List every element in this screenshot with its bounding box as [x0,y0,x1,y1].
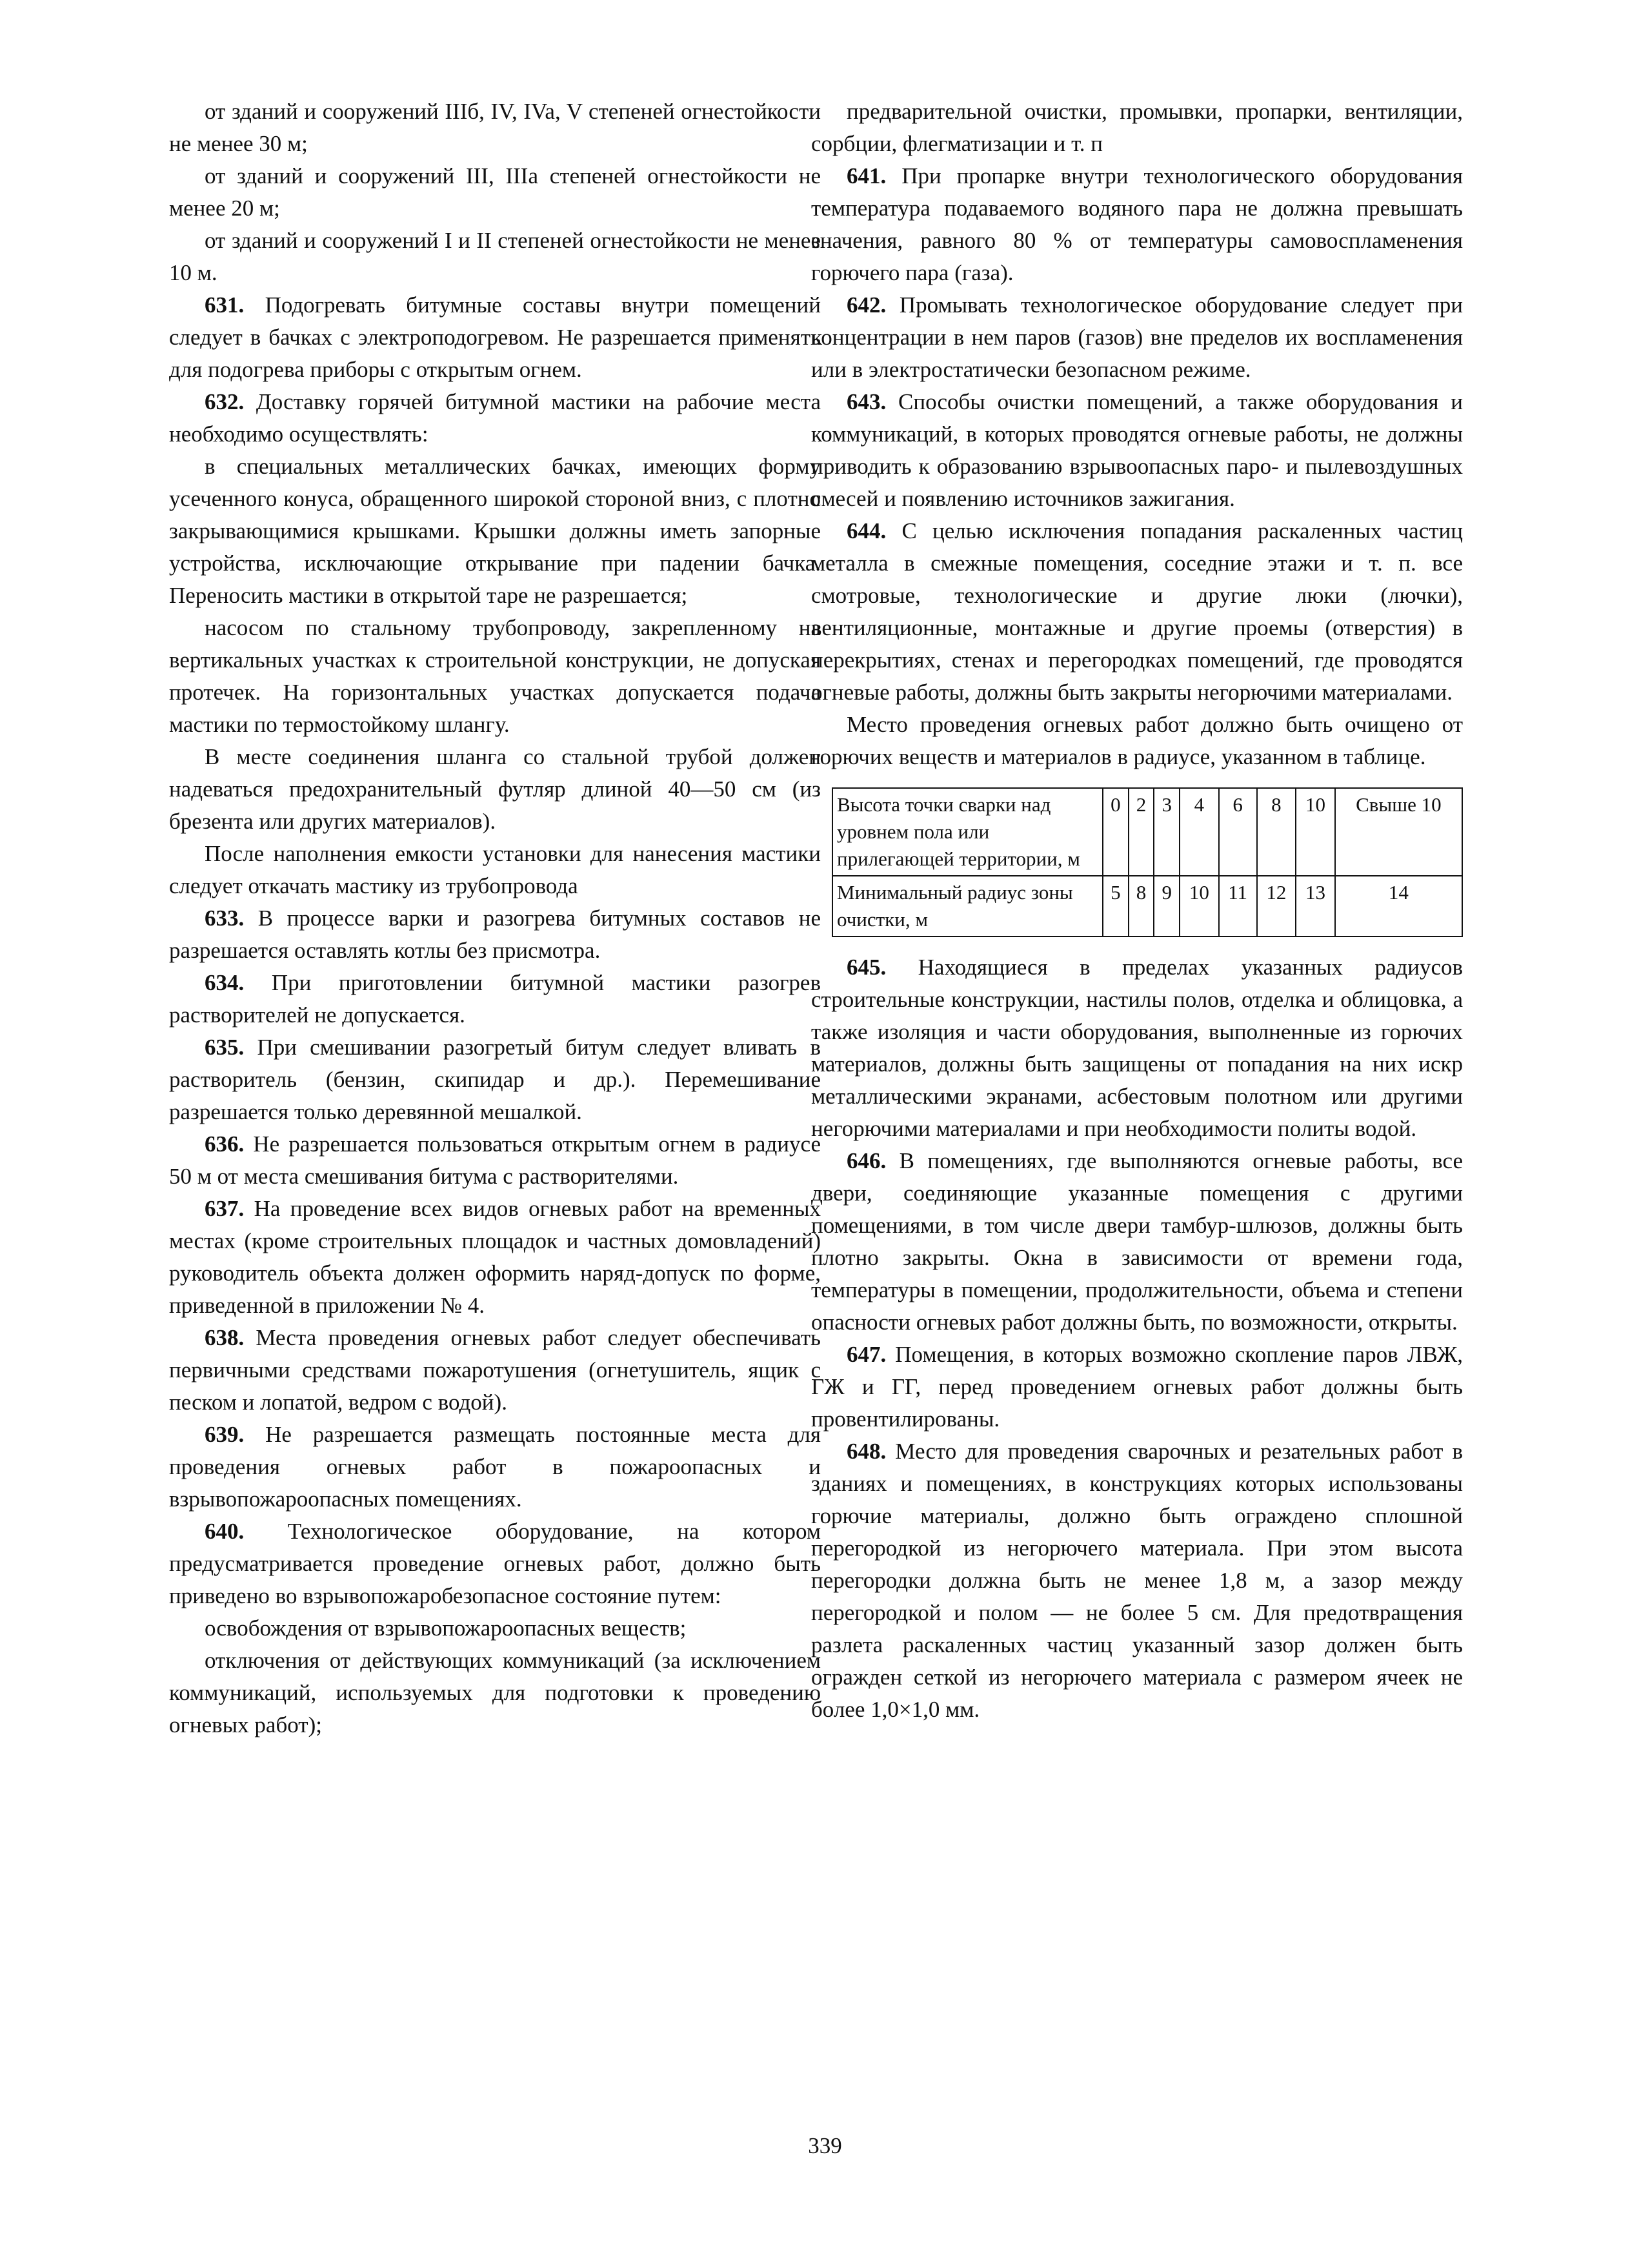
table-cell: 6 [1219,788,1257,876]
clause-number: 631. [205,292,245,318]
table-cell: 12 [1257,876,1296,937]
clause-number: 647. [847,1342,887,1367]
clause-635 [169,1031,821,1128]
table-cell: 13 [1296,876,1335,937]
right-column [811,96,1463,1726]
paragraph-text: Не разрешается пользоваться открытым огнем в радиусе 50 м от места смешивания битума с растворителями. [169,1131,821,1189]
clause-number: 643. [847,389,887,414]
table-cell: 2 [1129,788,1154,876]
table-cell: 10 [1180,876,1219,937]
clause-648 [811,1435,1463,1726]
clause-number: 641. [847,163,887,188]
paragraph-text: Место для проведения сварочных и резательных работ в зданиях и помещениях, в конструкциях которых использованы горючие материалы, должно быть ограждено сплошной перегородкой из негорючего материала. При этом высота перегородки должна быть не менее 1,8 м, а зазор между перегородкой и полом — не более 5 см. Для предотвращения разлета раскаленных частиц указанный зазор должен быть огражден сеткой из негорючего материала с размером ячеек не более 1,0×1,0 мм. [811,1439,1463,1722]
paragraph-text: предварительной очистки, промывки, пропарки, вентиляции, сорбции, флегматизации и т. п [811,99,1463,156]
paragraph-text: При пропарке внутри технологического оборудования температура подаваемого водяного пара не должна превышать значения, равного 80 % от температуры самовоспламенения горючего пара (газа). [811,163,1463,285]
clause-631 [169,289,821,386]
row-label: Высота точки сварки над уровнем пола или прилегающей территории, м [832,788,1103,876]
table-spacer [811,773,1463,787]
right-column-bottom [811,951,1463,1726]
paragraph-text: от зданий и сооружений I и II степеней огнестойкости не менее 10 м. [169,228,821,285]
clause-number: 642. [847,292,887,318]
paragraph-text: в специальных металлических бачках, имеющих форму усеченного конуса, обращенного широкой стороной вниз, с плотно закрывающимися крышками. Крышки должны иметь запорные устройства, исключающие открывание при падении бачка. Переносить мастики в открытой таре не разрешается; [169,454,821,608]
clause-number: 648. [847,1439,887,1464]
clause-640 [169,1515,821,1612]
table-cell: Свыше 10 [1335,788,1462,876]
paragraph-text: После наполнения емкости установки для нанесения мастики следует откачать мастику из трубопровода [169,841,821,898]
paragraph-text: При смешивании разогретый битум следует вливать в растворитель (бензин, скипидар и др.). Перемешивание разрешается только деревянной мешалкой. [169,1035,821,1124]
paragraph [169,451,821,612]
right-column-top [811,96,1463,773]
clause-647 [811,1339,1463,1435]
paragraph [169,612,821,741]
clause-646 [811,1145,1463,1339]
clause-number: 634. [205,970,245,995]
paragraph-text: В процессе варки и разогрева битумных составов не разрешается оставлять котлы без присмотра. [169,906,821,963]
paragraph-text: Места проведения огневых работ следует обеспечивать первичными средствами пожаротушения (огнетушитель, ящик с песком и лопатой, ведром с водой). [169,1325,821,1415]
paragraph-text: С целью исключения попадания раскаленных частиц металла в смежные помещения, соседние этажи и т. п. все смотровые, технологические и другие люки (лючки), вентиляционные, монтажные и другие проемы (отверстия) в перекрытиях, стенах и перегородках помещений, где проводятся огневые работы, должны быть закрыты негорючими материалами. [811,518,1463,705]
paragraph [169,1645,821,1741]
clause-634 [169,967,821,1031]
table-cell: 8 [1129,876,1154,937]
clause-642 [811,289,1463,386]
table-cell: 8 [1257,788,1296,876]
page-number: 339 [808,2133,842,2158]
paragraph-text: Помещения, в которых возможно скопление паров ЛВЖ, ГЖ и ГГ, перед проведением огневых работ должны быть провентилированы. [811,1342,1463,1432]
paragraph-text: Место проведения огневых работ должно быть очищено от горючих веществ и материалов в радиусе, указанном в таблице. [811,712,1463,769]
paragraph [169,741,821,838]
clause-632 [169,386,821,451]
clause-number: 638. [205,1325,245,1350]
clause-639 [169,1419,821,1515]
table-cell: 4 [1180,788,1219,876]
paragraph-text: В месте соединения шланга со стальной трубой должен надеваться предохранительный футляр длиной 40—50 см (из брезента или других материалов). [169,744,821,834]
paragraph-text: Не разрешается размещать постоянные места для проведения огневых работ в пожароопасных и взрывопожароопасных помещениях. [169,1422,821,1512]
paragraph-text: Промывать технологическое оборудование следует при концентрации в нем паров (газов) вне пределов их воспламенения или в электростатически безопасном режиме. [811,292,1463,382]
clause-number: 645. [847,955,887,980]
clause-633 [169,902,821,967]
table-cell: 11 [1219,876,1257,937]
paragraph [169,225,821,289]
cleaning-radius-table [832,787,1463,937]
table-cell: 3 [1154,788,1180,876]
clause-number: 632. [205,389,245,414]
clause-637 [169,1193,821,1322]
paragraph-text: При приготовлении битумной мастики разогрев растворителей не допускается. [169,970,821,1028]
paragraph [169,96,821,160]
paragraph-text: Способы очистки помещений, а также оборудования и коммуникаций, в которых проводятся огневые работы, не должны приводить к образованию взрывоопасных паро- и пылевоздушных смесей и появлению источников зажигания. [811,389,1463,511]
paragraph-text: Подогревать битумные составы внутри помещений следует в бачках с электроподогревом. Не разрешается применять для подогрева приборы с открытым огнем. [169,292,821,382]
left-column [169,96,821,1741]
clause-645 [811,951,1463,1145]
paragraph [169,1612,821,1645]
table-row [832,876,1462,937]
table-row [832,788,1462,876]
paragraph [169,160,821,225]
clause-number: 633. [205,906,245,931]
paragraph [169,838,821,902]
clause-643 [811,386,1463,515]
paragraph-text: Доставку горячей битумной мастики на рабочие места необходимо осуществлять: [169,389,821,447]
table-spacer-bottom [811,937,1463,951]
paragraph-text: насосом по стальному трубопроводу, закрепленному на вертикальных участках к строительной конструкции, не допуская протечек. На горизонтальных участках допускается подача мастики по термостойкому шлангу. [169,615,821,737]
clause-number: 646. [847,1148,887,1173]
clause-636 [169,1128,821,1193]
clause-644 [811,515,1463,709]
table-cell: 9 [1154,876,1180,937]
paragraph-text: Находящиеся в пределах указанных радиусов строительные конструкции, настилы полов, отделка и облицовка, а также изоляция и части оборудования, выполненные из горючих материалов, должны быть защищены от попадания на них искр металлическими экранами, асбестовым полотном или другими негорючими материалами и при необходимости политы водой. [811,955,1463,1141]
clause-number: 636. [205,1131,245,1157]
paragraph-text: На проведение всех видов огневых работ на временных местах (кроме строительных площадок и частных домовладений) руководитель объекта должен оформить наряд-допуск по форме, приведенной в приложении № 4. [169,1196,821,1318]
paragraph-text: Технологическое оборудование, на котором предусматривается проведение огневых работ, должно быть приведено во взрывопожаробезопасное состояние путем: [169,1519,821,1608]
paragraph [811,96,1463,160]
paragraph-text: от зданий и сооружений III, IIIa степеней огнестойкости не менее 20 м; [169,163,821,221]
table-cell: 14 [1335,876,1462,937]
clause-638 [169,1322,821,1419]
clause-number: 635. [205,1035,245,1060]
paragraph-text: отключения от действующих коммуникаций (за исключением коммуникаций, используемых для подготовки к проведению огневых работ); [169,1648,821,1737]
paragraph [811,709,1463,773]
clause-number: 644. [847,518,887,543]
paragraph-text: от зданий и сооружений IIIб, IV, IVa, V степеней огнестойкости не менее 30 м; [169,99,821,156]
row-label: Минимальный радиус зоны очистки, м [832,876,1103,937]
clause-number: 637. [205,1196,245,1221]
table-cell: 10 [1296,788,1335,876]
paragraph-text: освобождения от взрывопожароопасных веществ; [205,1615,687,1641]
clause-641 [811,160,1463,289]
clause-number: 639. [205,1422,245,1447]
table-cell: 5 [1103,876,1129,937]
clause-number: 640. [205,1519,245,1544]
table-cell: 0 [1103,788,1129,876]
paragraph-text: В помещениях, где выполняются огневые работы, все двери, соединяющие указанные помещения с другими помещениями, в том числе двери тамбур-шлюзов, должны быть плотно закрыты. Окна в зависимости от времени года, температуры в помещении, продолжительности, объема и степени опасности огневых работ должны быть, по возможности, открыты. [811,1148,1463,1335]
